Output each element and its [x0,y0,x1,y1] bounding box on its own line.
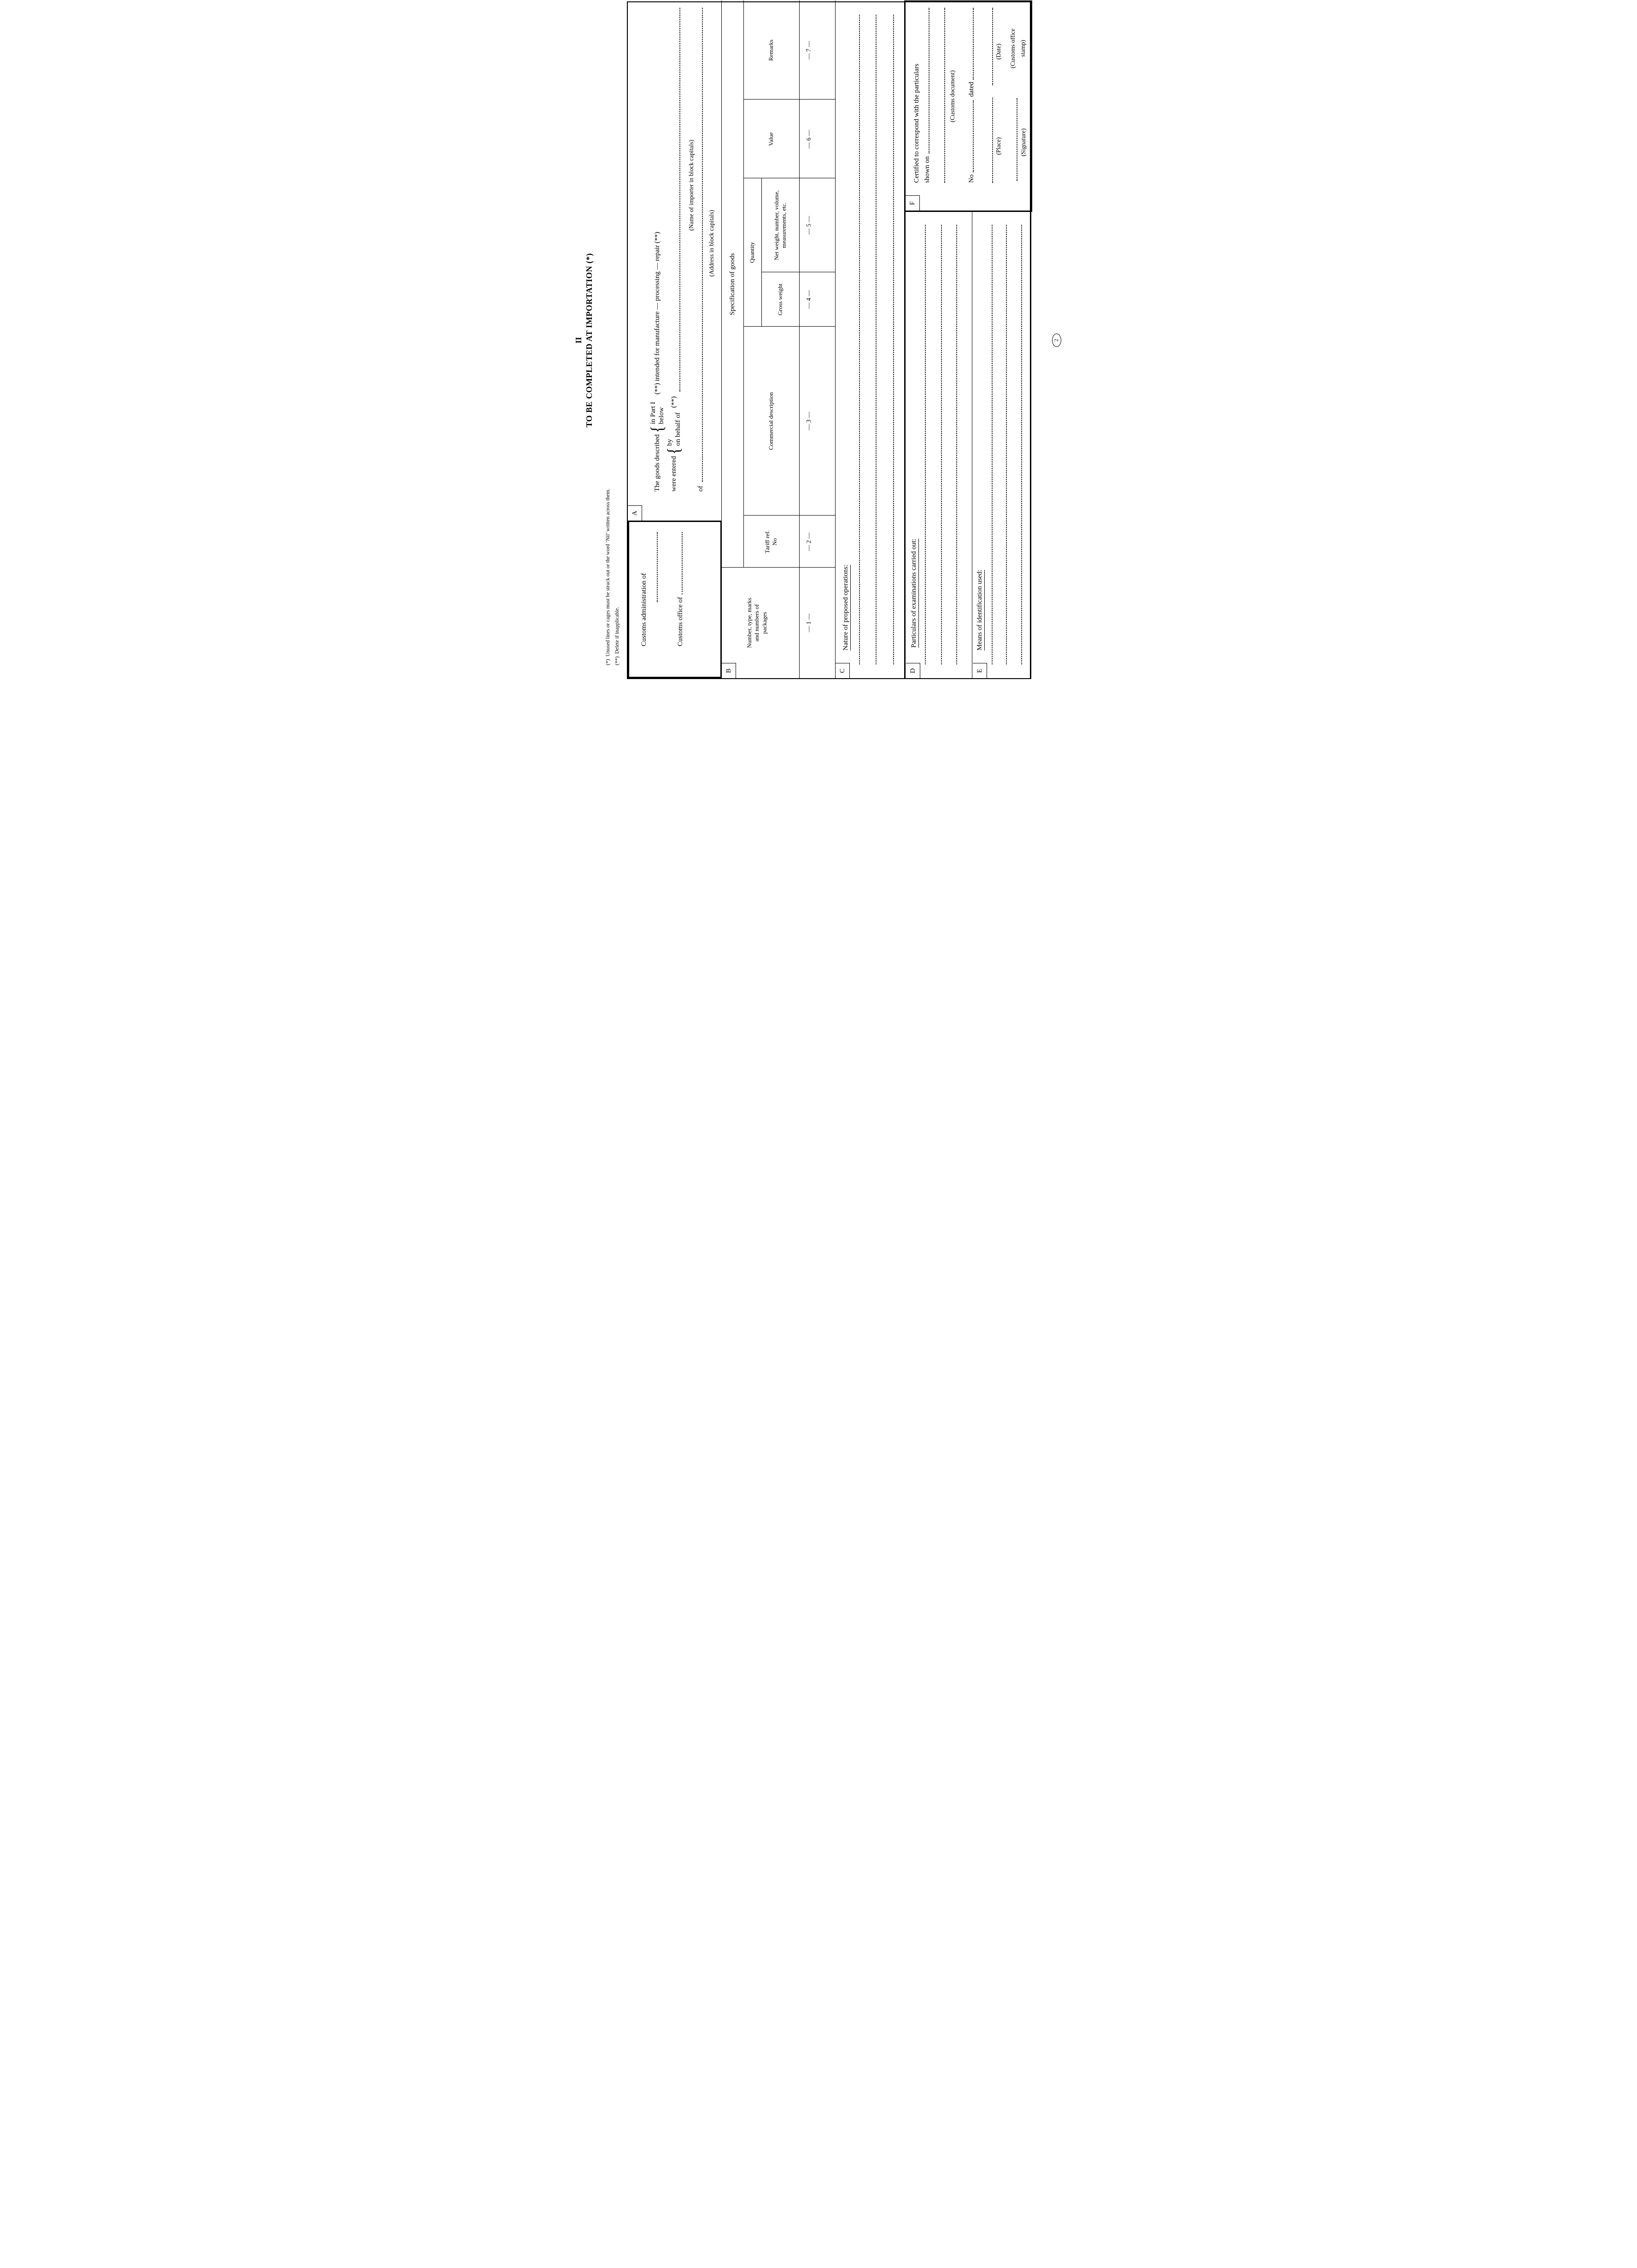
section-c-label: C [836,663,850,678]
customs-stamp-caption-line2: stamp) [1019,40,1026,57]
dotted-line [893,15,894,664]
dotted-line [657,532,658,602]
col4-header: Gross weight [777,283,783,316]
col1-number: — 1 — [805,613,812,633]
section-d-label: D [906,663,920,678]
shown-on-text: shown on [924,156,931,183]
scanned-form-page [573,0,1064,680]
rotated-landscape-form [573,0,1064,680]
section-b-label: B [722,663,736,678]
dotted-line [859,15,860,664]
footnote-mark: (**) [670,396,678,408]
customs-administration-label: Customs administration of [640,573,648,646]
customs-office-label: Customs office of [677,597,684,646]
dotted-line [682,532,683,594]
customs-document-caption: (Customs document) [949,70,956,123]
dotted-line [925,225,926,664]
table-line [743,515,835,516]
section-f-box [904,0,1032,212]
part-number: II [574,337,583,344]
importer-address-line [702,8,703,482]
table-line [835,0,836,678]
quantity-group-header: Quantity [748,242,755,263]
page-number: 2 [1054,339,1059,342]
brace-glyph: { [647,425,667,433]
section-a-label: A [628,505,642,521]
dotted-line [992,98,993,183]
dotted-line [992,8,993,85]
dotted-line [944,8,945,183]
table-line [743,99,835,100]
option-below: below [658,407,665,424]
goods-described-text: The goods described [654,434,661,492]
page-number-badge [1052,334,1061,347]
brace-glyph: { [664,447,684,455]
form-body [627,1,1031,679]
line1-options [649,402,666,424]
no-label: No [968,174,975,183]
section-d-heading: Particulars of examinations carried out: [910,539,919,648]
dated-label: dated [968,82,975,97]
table-line [799,0,800,678]
table-line [743,326,835,327]
dotted-line [992,225,993,664]
section-f-label: F [906,195,920,211]
specification-banner: Specification of goods [729,253,736,316]
importer-name-line [679,8,680,392]
footnote-2: (**) Delete if inapplicable. [614,607,620,665]
certified-text: Certified to correspond with the particulars [913,64,920,183]
section-c-heading: Nature of proposed operations: [842,565,851,651]
importer-address-caption: (Address in block capitals) [708,210,715,277]
table-line [722,567,835,568]
table-line [761,178,762,327]
line2-options [666,412,682,445]
table-line [743,0,744,568]
col4-number: — 4 — [805,290,812,309]
section-e-label: E [973,663,987,678]
col3-number: — 3 — [805,411,812,431]
intended-for-text: (**) intended for manufacture — processing — repair (**) [654,232,661,395]
of-text: of [697,486,704,492]
col1-header: Number, type, marks and numbers of packages [746,598,768,648]
col7-number: — 7 — [805,41,812,60]
place-caption: (Place) [995,137,1002,155]
dotted-line [973,8,974,80]
col3-header: Commercial description [767,392,774,450]
dotted-line [973,100,974,172]
dotted-line [876,15,877,664]
dotted-line [956,225,957,664]
option-in-part-i: in Part I [649,402,657,424]
col2-number: — 2 — [805,532,812,551]
col5-number: — 5 — [805,216,812,235]
col6-header: Value [767,132,774,146]
col2-header: Tariff ref. No [764,530,778,554]
option-by: by [666,439,673,446]
option-on-behalf-of: on behalf of [674,412,682,446]
customs-administration-box [628,521,722,678]
date-caption: (Date) [995,43,1002,60]
col7-header: Remarks [767,39,774,61]
dotted-line [941,225,942,664]
section-e-heading: Means of identification used: [976,570,985,651]
signature-caption: (Signature) [1020,128,1027,157]
col6-number: — 6 — [805,129,812,149]
were-entered-text: were entered [670,456,678,492]
dotted-line [1021,225,1022,664]
footnote-1: (*) Unused lines or cages must be struck out or the word ‘Nil’ written across them. [605,488,611,665]
page-title: TO BE COMPLETED AT IMPORTATION (*) [585,253,594,428]
dotted-line [1006,225,1007,664]
dotted-line [929,8,930,153]
customs-stamp-caption-line1: (Customs office [1009,28,1016,69]
importer-name-caption: (Name of importer in block capitals) [688,140,695,231]
col5-header: Net weight, number, volume, measurements, etc. [773,190,788,260]
